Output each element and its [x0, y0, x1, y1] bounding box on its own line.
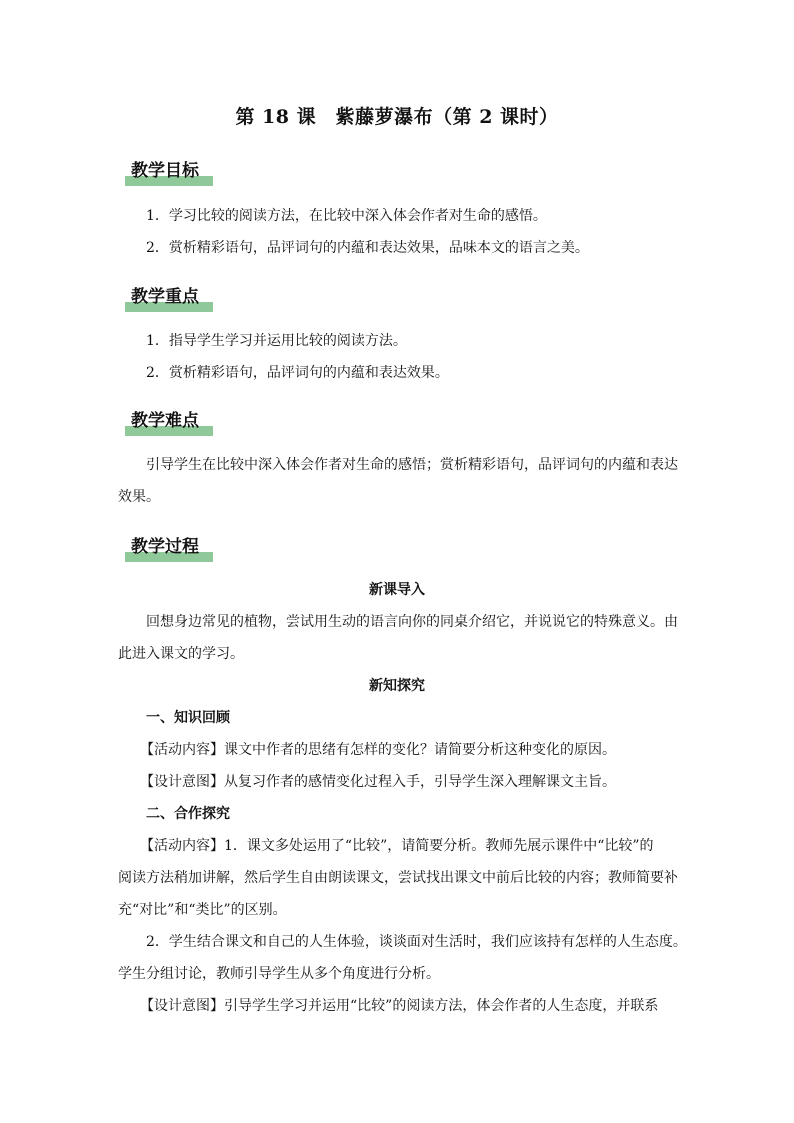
intro-line-2: 此进入课文的学习。 [118, 646, 244, 662]
goal-item-1: 1．学习比较的阅读方法，在比较中深入体会作者对生命的感悟。 [146, 208, 547, 224]
section-heading-goals [125, 160, 213, 186]
design-text: 从复习作者的感情变化过程入手，引导学生深入理解课文主旨。 [224, 774, 616, 790]
part2-design [140, 996, 658, 1016]
difficulty-line-2: 效果。 [118, 489, 160, 505]
lesson-title: 第 18 课 紫藤萝瀑布（第 2 课时） [235, 106, 559, 128]
subheading-intro: 新课导入 [369, 582, 425, 598]
part2-heading: 二、合作探究 [146, 806, 230, 822]
part2-activity-line-5: 学生分组讨论，教师引导学生从多个角度进行分析。 [118, 966, 440, 982]
design-text: 引导学生学习并运用“比较”的阅读方法，体会作者的人生态度，并联系 [224, 998, 659, 1014]
design-label: 【设计意图】 [140, 998, 224, 1014]
activity-text: 课文中作者的思绪有怎样的变化？请简要分析这种变化的原因。 [224, 742, 616, 758]
section-heading-process [125, 536, 213, 562]
key-point-item-1: 1．指导学生学习并运用比较的阅读方法。 [146, 333, 407, 349]
activity-label: 【活动内容】 [140, 742, 224, 758]
activity-text: 1．课文多处运用了“比较”，请简要分析。教师先展示课件中“比较”的 [224, 838, 654, 854]
section-heading-text: 教学难点 [131, 411, 199, 431]
part1-activity [140, 740, 616, 760]
section-heading-text: 教学目标 [131, 161, 199, 181]
activity-label: 【活动内容】 [140, 838, 224, 854]
subheading-explore: 新知探究 [369, 678, 425, 694]
design-label: 【设计意图】 [140, 774, 224, 790]
part2-activity-line-2: 阅读方法稍加讲解，然后学生自由朗读课文，尝试找出课文中前后比较的内容；教师简要补 [118, 870, 678, 886]
goal-item-2: 2．赏析精彩语句，品评词句的内蕴和表达效果，品味本文的语言之美。 [146, 240, 589, 256]
key-point-item-2: 2．赏析精彩语句，品评词句的内蕴和表达效果。 [146, 365, 449, 381]
intro-line-1: 回想身边常见的植物，尝试用生动的语言向你的同桌介绍它，并说说它的特殊意义。由 [146, 614, 678, 630]
difficulty-line-1: 引导学生在比较中深入体会作者对生命的感悟；赏析精彩语句，品评词句的内蕴和表达 [146, 457, 678, 473]
part2-activity-line-4: 2．学生结合课文和自己的人生体验，谈谈面对生活时，我们应该持有怎样的人生态度。 [146, 934, 687, 950]
part1-heading: 一、知识回顾 [146, 710, 230, 726]
section-heading-key-points [125, 286, 213, 312]
section-heading-text: 教学重点 [131, 287, 199, 307]
part1-design [140, 772, 616, 792]
section-heading-difficulties [125, 410, 213, 436]
section-heading-text: 教学过程 [131, 537, 199, 557]
part2-activity-line-1 [140, 836, 654, 856]
part2-activity-line-3: 充“对比”和“类比”的区别。 [118, 902, 287, 918]
